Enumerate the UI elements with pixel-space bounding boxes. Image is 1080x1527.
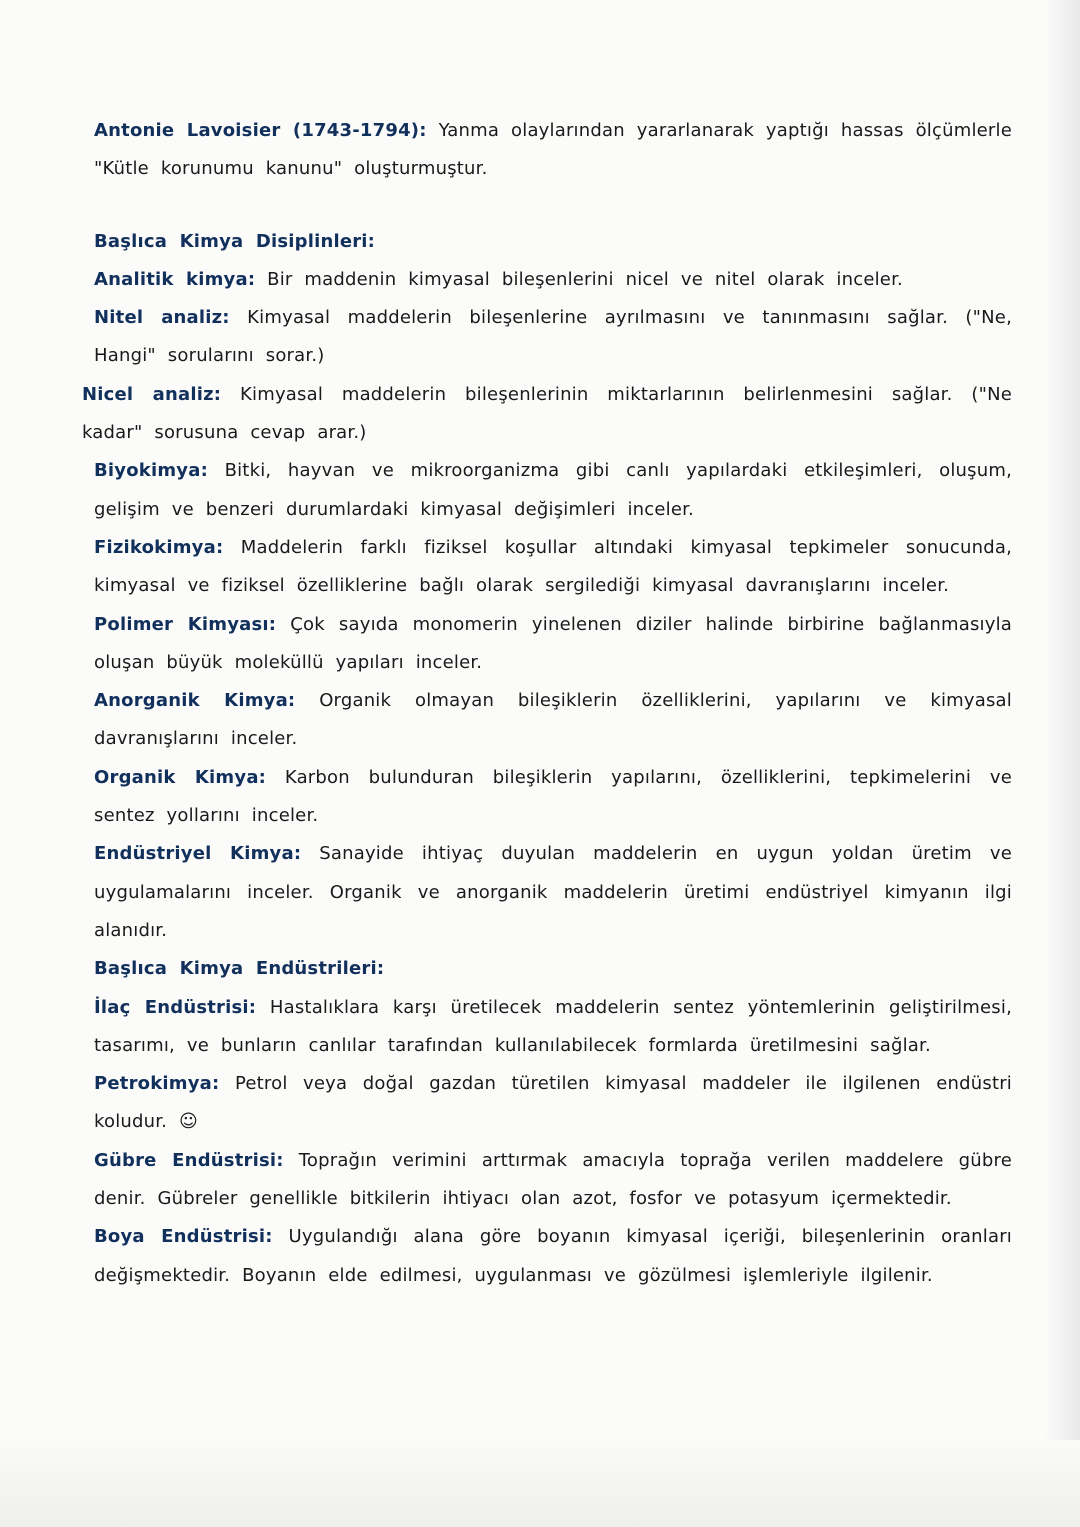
industry-text: Hastalıklara karşı üretilecek maddelerin sentez yöntemlerinin geliştirilmesi, tasarımı, ve bunların canlılar tarafından kullanılabilecek formlarda üretilmesini sağlar.: [94, 996, 1012, 1056]
discipline-term: Analitik kimya:: [94, 268, 256, 290]
industry-item: [82, 1065, 1012, 1142]
page-bottom-shadow: [0, 1437, 1080, 1527]
discipline-term: Nicel analiz:: [82, 383, 222, 405]
industry-term: Petrokimya:: [94, 1073, 220, 1095]
discipline-term: Organik Kimya:: [94, 766, 267, 788]
discipline-term: Anorganik Kimya:: [94, 690, 296, 712]
discipline-text: Sanayide ihtiyaç duyulan maddelerin en uygun yoldan üretim ve uygulamalarını inceler. Organik ve anorganik maddelerin üretimi endüstriyel kimyanın ilgi alanıdır.: [94, 843, 1012, 941]
discipline-term: Fizikokimya:: [94, 536, 224, 558]
discipline-item: [82, 452, 1012, 529]
discipline-text: Bir maddenin kimyasal bileşenlerini nicel ve nitel olarak inceler.: [267, 268, 903, 290]
discipline-item: [82, 299, 1012, 376]
page-content: [82, 112, 1012, 1295]
page-edge-shadow: [1044, 0, 1080, 1440]
industry-item: [82, 1218, 1012, 1295]
discipline-item: [82, 376, 1012, 453]
discipline-text: Maddelerin farklı fiziksel koşullar altındaki kimyasal tepkimeler sonucunda, kimyasal ve fiziksel özelliklerine bağlı olarak sergilediği kimyasal davranışlarını inceler.: [94, 536, 1013, 597]
intro-term: Antonie Lavoisier (1743-1794):: [94, 120, 427, 141]
discipline-text: Bitki, hayvan ve mikroorganizma gibi canlı yapılardaki etkileşimleri, oluşum, gelişim ve benzeri durumlardaki kimyasal değişimleri inceler.: [94, 460, 1012, 520]
discipline-text: Kimyasal maddelerin bileşenlerine ayrılmasını ve tanınmasını sağlar. ("Ne, Hangi" sorularını sorar.): [94, 307, 1012, 367]
discipline-text: Karbon bulunduran bileşiklerin yapılarını, özelliklerini, tepkimelerini ve sentez yollarını inceler.: [94, 766, 1013, 827]
discipline-item: [82, 759, 1012, 836]
discipline-item: [82, 835, 1012, 950]
discipline-item: [82, 682, 1012, 759]
discipline-text: Çok sayıda monomerin yinelenen diziler halinde birbirine bağlanmasıyla oluşan büyük moleküllü yapıları inceler.: [94, 613, 1013, 673]
industry-text: Toprağın verimini arttırmak amacıyla toprağa verilen maddelere gübre denir. Gübreler genellikle bitkilerin ihtiyacı olan azot, fosfor ve potasyum içermektedir.: [94, 1149, 1013, 1210]
industry-term: İlaç Endüstrisi:: [94, 996, 257, 1018]
intro-paragraph: [82, 112, 1012, 189]
discipline-term: Polimer Kimyası:: [94, 613, 277, 635]
industry-text: Uygulandığı alana göre boyanın kimyasal içeriği, bileşenlerinin oranları değişmektedir. Boyanın elde edilmesi, uygulanması ve gözülmesi işlemleriyle ilgilenir.: [94, 1226, 1013, 1286]
industry-item: [82, 1142, 1012, 1219]
industry-term: Gübre Endüstrisi:: [94, 1149, 284, 1171]
discipline-term: Nitel analiz:: [94, 307, 230, 329]
discipline-text: Kimyasal maddelerin bileşenlerinin miktarlarının belirlenmesini sağlar. ("Ne kadar" sorusuna cevap arar.): [82, 383, 1013, 444]
discipline-item: [82, 529, 1012, 606]
discipline-item: [82, 606, 1012, 683]
discipline-term: Endüstriyel Kimya:: [94, 843, 302, 865]
industries-heading: Başlıca Kimya Endüstrileri:: [94, 958, 385, 980]
discipline-term: Biyokimya:: [94, 460, 208, 482]
industry-term: Boya Endüstrisi:: [94, 1226, 273, 1248]
industry-item: [82, 989, 1012, 1066]
industry-text: Petrol veya doğal gazdan türetilen kimyasal maddeler ile ilgilenen endüstri koludur. ☺: [94, 1073, 1012, 1133]
intro-text: Yanma olaylarından yararlanarak yaptığı hassas ölçümlerle "Kütle korunumu kanunu" oluşturmuştur.: [94, 120, 1012, 180]
discipline-item: [82, 261, 1012, 299]
disciplines-heading: Başlıca Kimya Disiplinleri:: [94, 230, 376, 252]
discipline-text: Organik olmayan bileşiklerin özelliklerini, yapılarını ve kimyasal davranışlarını inceler.: [94, 690, 1012, 750]
